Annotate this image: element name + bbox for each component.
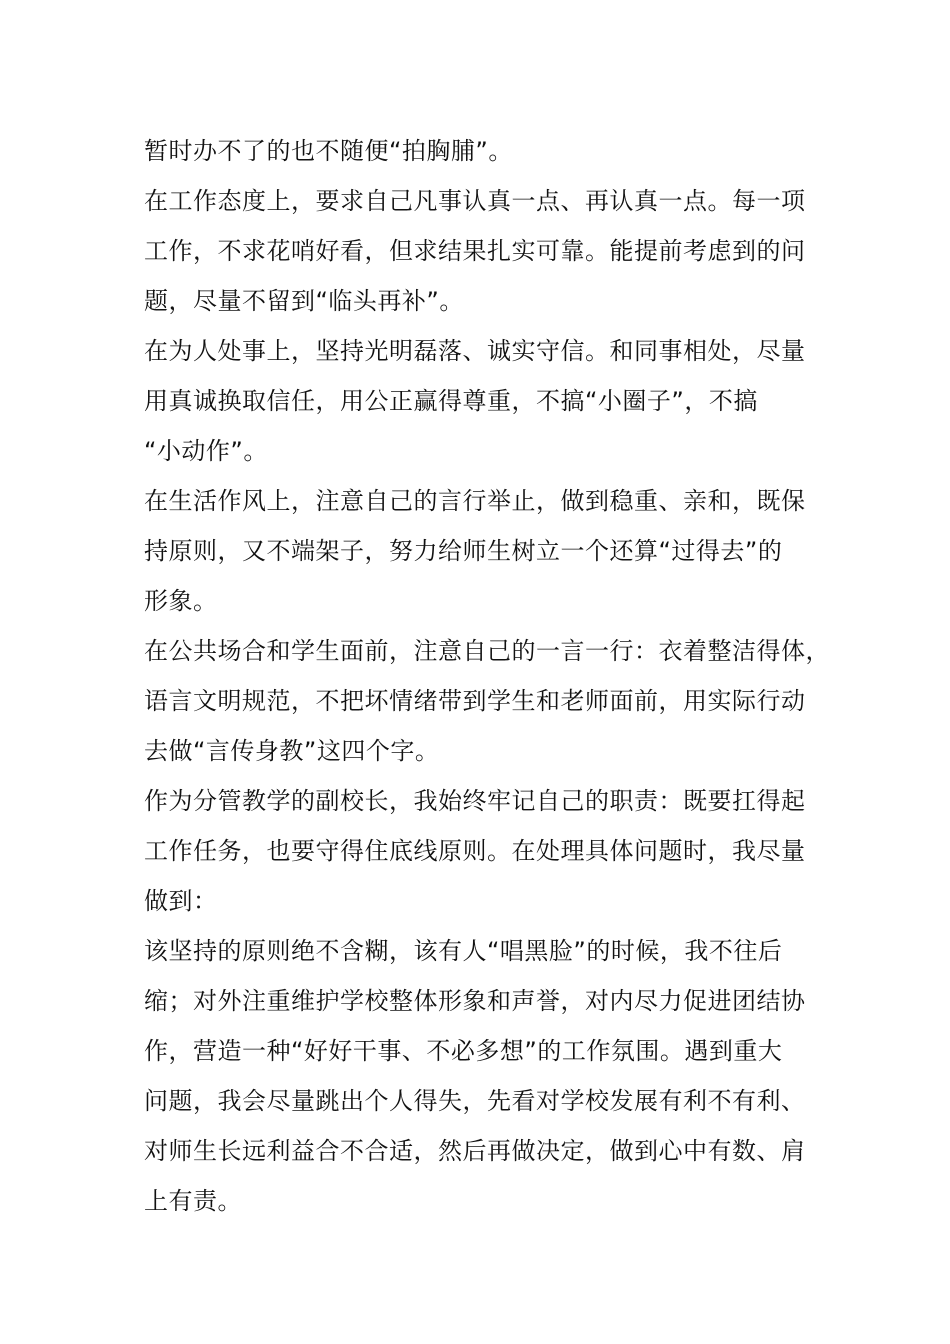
text-line: 题，尽量不留到“临头再补”。 bbox=[144, 287, 464, 315]
text-line: 语言文明规范，不把坏情绪带到学生和老师面前，用实际行动 bbox=[144, 687, 806, 715]
text-line: 上有责。 bbox=[144, 1187, 242, 1215]
text-line: 在为人处事上，坚持光明磊落、诚实守信。和同事相处，尽量 bbox=[144, 337, 806, 365]
document-body bbox=[144, 126, 834, 1226]
text-line: 持原则，又不端架子，努力给师生树立一个还算“过得去”的 bbox=[144, 537, 783, 565]
text-line: 问题，我会尽量跳出个人得失，先看对学校发展有利不有利、 bbox=[144, 1087, 806, 1115]
text-line: 对师生长远利益合不合适，然后再做决定，做到心中有数、肩 bbox=[144, 1137, 806, 1165]
text-line: 缩；对外注重维护学校整体形象和声誉，对内尽力促进团结协 bbox=[144, 987, 806, 1015]
text-line: 暂时办不了的也不随便“拍胸脯”。 bbox=[144, 137, 513, 165]
text-line: 用真诚换取信任，用公正赢得尊重，不搞“小圈子”，不搞 bbox=[144, 387, 758, 415]
text-line: 在生活作风上，注意自己的言行举止，做到稳重、亲和，既保 bbox=[144, 487, 806, 515]
text-line: 在工作态度上，要求自己凡事认真一点、再认真一点。每一项 bbox=[144, 187, 806, 215]
text-line: 作为分管教学的副校长，我始终牢记自己的职责：既要扛得起 bbox=[144, 787, 806, 815]
text-line: “小动作”。 bbox=[144, 437, 268, 465]
text-line: 形象。 bbox=[144, 587, 218, 615]
text-line: 作，营造一种“好好干事、不必多想”的工作氛围。遇到重大 bbox=[144, 1037, 783, 1065]
text-line: 在公共场合和学生面前，注意自己的一言一行：衣着整洁得体， bbox=[144, 637, 830, 665]
text-line: 工作，不求花哨好看，但求结果扎实可靠。能提前考虑到的问 bbox=[144, 237, 806, 265]
text-line: 做到： bbox=[144, 887, 218, 915]
text-line: 工作任务，也要守得住底线原则。在处理具体问题时，我尽量 bbox=[144, 837, 806, 865]
text-line: 该坚持的原则绝不含糊，该有人“唱黑脸”的时候，我不往后 bbox=[144, 937, 783, 965]
text-line: 去做“言传身教”这四个字。 bbox=[144, 737, 440, 765]
